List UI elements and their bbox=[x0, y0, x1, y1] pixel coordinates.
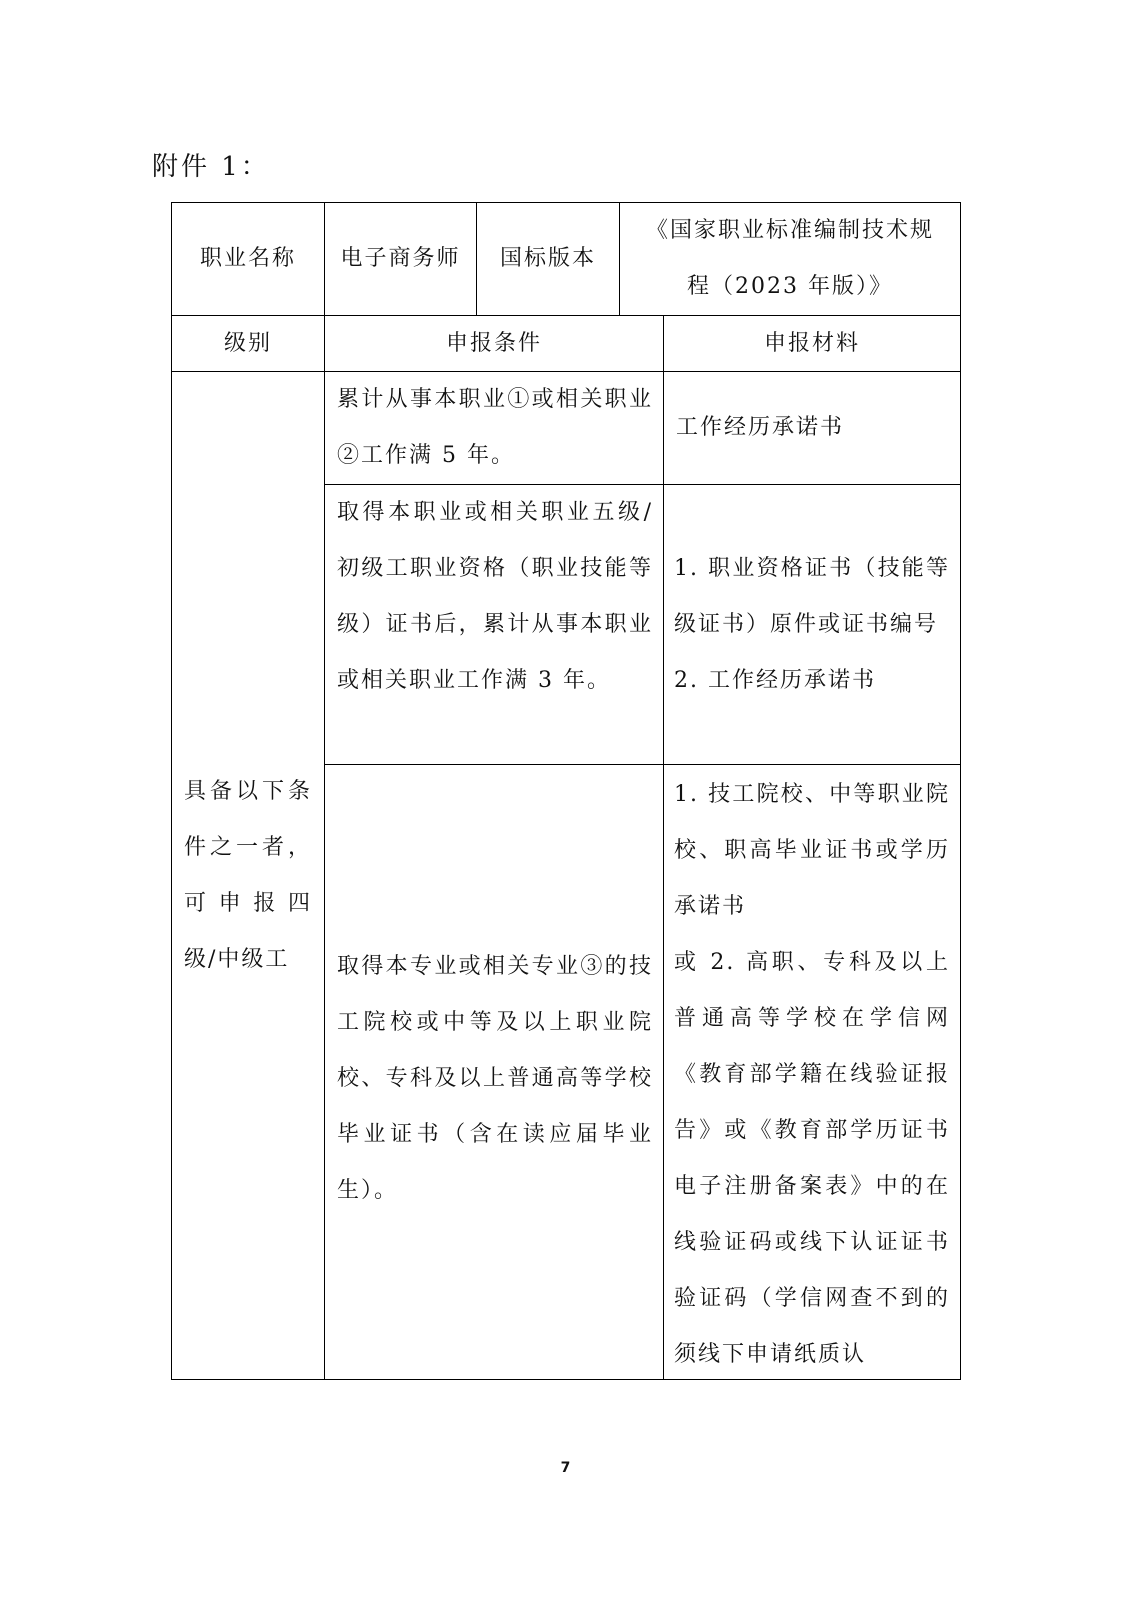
occupation-label: 职业名称 bbox=[199, 246, 296, 271]
material-item: 2. 工作经历承诺书 bbox=[674, 667, 876, 693]
column-header-conditions: 申报条件 bbox=[445, 330, 542, 356]
materials-cell-1 bbox=[664, 372, 960, 484]
material-item: 1. 职业资格证书（技能等级证书）原件或证书编号 bbox=[674, 555, 950, 637]
attachment-title: 附件 1： bbox=[152, 152, 270, 182]
material-item: 1. 技工院校、中等职业院校、职高毕业证书或学历承诺书 bbox=[674, 782, 950, 919]
materials-cell-3 bbox=[664, 765, 960, 1379]
level-cell bbox=[172, 372, 324, 1379]
page-number: 7 bbox=[560, 1460, 571, 1476]
level-text: 具备以下条件之一者，可申报四级/中级工 bbox=[184, 778, 312, 972]
condition-cell-3: 取得本专业或相关专业③的技工院校或中等及以上职业院校、专科及以上普通高等学校毕业证书（含在读应届毕业生）。 bbox=[337, 954, 653, 1203]
materials-list bbox=[674, 541, 950, 709]
material-item: 工作经历承诺书 bbox=[676, 415, 845, 440]
condition-cell-2: 取得本职业或相关职业五级/初级工职业资格（职业技能等级）证书后，累计从事本职业或相关职业工作满 3 年。 bbox=[337, 500, 653, 693]
standard-value bbox=[620, 203, 960, 315]
column-header-materials: 申报材料 bbox=[763, 330, 860, 356]
occupation-value: 电子商务师 bbox=[340, 246, 461, 271]
table-border bbox=[171, 1379, 961, 1380]
material-item: 或 2. 高职、专科及以上普通高等学校在学信网《教育部学籍在线验证报告》或《教育部学历证书电子注册备案表》中的在线验证码或线下认证证书验证码（学信网查不到的须线下申请纸质认 bbox=[674, 950, 950, 1367]
column-header-level: 级别 bbox=[223, 330, 272, 356]
materials-cell-2 bbox=[664, 485, 960, 764]
application-table bbox=[171, 202, 961, 1380]
condition-cell-1: 累计从事本职业①或相关职业②工作满 5 年。 bbox=[337, 387, 653, 468]
standard-value-text: 《国家职业标准编制技术规程（2023 年版）》 bbox=[645, 218, 934, 299]
standard-label: 国标版本 bbox=[499, 246, 596, 271]
table-border bbox=[960, 202, 961, 1380]
